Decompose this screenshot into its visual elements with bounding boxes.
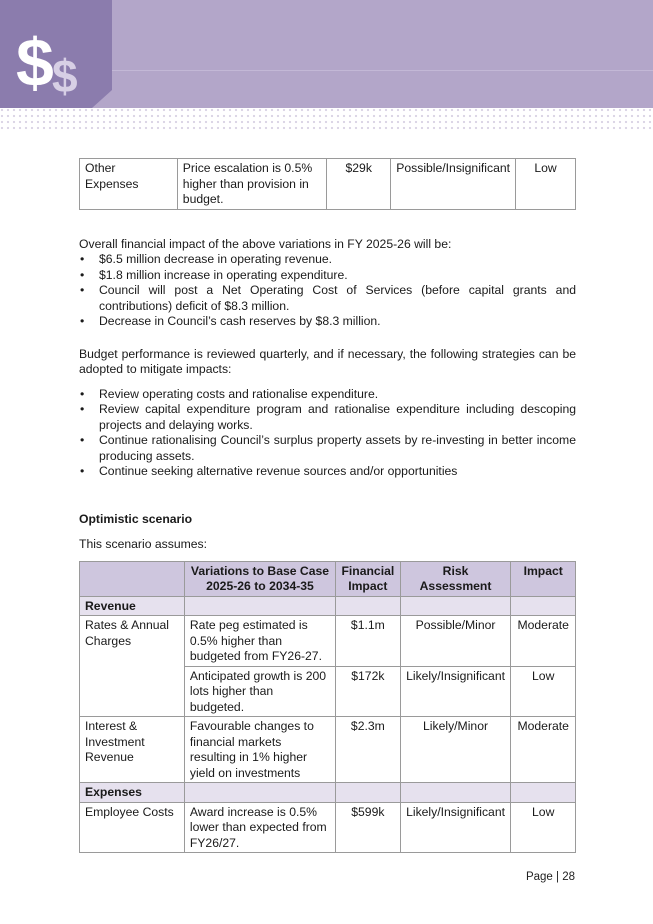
strategies-list bbox=[79, 387, 576, 480]
row-risk-assessment: Likely/Insignificant bbox=[400, 666, 511, 717]
list-item: • Review operating costs and rationalise expenditure. bbox=[79, 387, 576, 403]
section-label: Revenue bbox=[80, 596, 185, 616]
column-header: Variations to Base Case 2025-26 to 2034-35 bbox=[184, 561, 335, 596]
list-item: • $1.8 million increase in operating expenditure. bbox=[79, 268, 576, 284]
scenario-intro: This scenario assumes: bbox=[79, 537, 208, 551]
row-variation: Favourable changes to financial markets resulting in 1% higher yield on investments bbox=[184, 717, 335, 783]
row-financial-impact: $172k bbox=[336, 666, 401, 717]
table-row bbox=[80, 159, 576, 210]
table-row bbox=[80, 616, 576, 667]
page-number: Page | 28 bbox=[525, 871, 575, 883]
row-risk-assessment: Likely/Insignificant bbox=[400, 802, 511, 853]
row-financial-impact: $1.1m bbox=[336, 616, 401, 667]
row-financial-impact: $599k bbox=[336, 802, 401, 853]
table-header-row bbox=[80, 561, 576, 596]
svg-text:$: $ bbox=[52, 50, 78, 100]
table-row bbox=[80, 802, 576, 853]
page-content bbox=[79, 158, 576, 853]
column-header: Financial Impact bbox=[336, 561, 401, 596]
column-header bbox=[80, 561, 185, 596]
row-impact-level: Moderate bbox=[511, 717, 576, 783]
row-category: Other Expenses bbox=[80, 159, 178, 210]
list-item: • Council will post a Net Operating Cost of Services (before capital grants and contributions) deficit of $8.3 million. bbox=[79, 283, 576, 314]
row-variation: Anticipated growth is 200 lots higher than budgeted. bbox=[184, 666, 335, 717]
section-label: Expenses bbox=[80, 783, 185, 803]
list-item: • Decrease in Council’s cash reserves by $8.3 million. bbox=[79, 314, 576, 330]
row-impact-level: Low bbox=[511, 666, 576, 717]
header-banner bbox=[0, 0, 653, 130]
summary-intro: Overall financial impact of the above variations in FY 2025-26 will be: bbox=[79, 236, 452, 251]
optimistic-table bbox=[79, 561, 576, 854]
dollar-sign-icon bbox=[14, 20, 94, 100]
row-impact-level: Low bbox=[511, 802, 576, 853]
table-row bbox=[80, 717, 576, 783]
row-category: Interest & Investment Revenue bbox=[80, 717, 185, 783]
row-financial-impact: $2.3m bbox=[336, 717, 401, 783]
row-variation: Rate peg estimated is 0.5% higher than budgeted from FY26-27. bbox=[184, 616, 335, 667]
column-header: Risk Assessment bbox=[400, 561, 511, 596]
row-financial-impact: $29k bbox=[327, 159, 391, 210]
row-variation: Price escalation is 0.5% higher than provision in budget. bbox=[177, 159, 327, 210]
list-item: • Continue seeking alternative revenue sources and/or opportunities bbox=[79, 464, 576, 480]
row-category: Employee Costs bbox=[80, 802, 185, 853]
row-risk-assessment: Possible/Minor bbox=[400, 616, 511, 667]
svg-text:$: $ bbox=[16, 25, 54, 100]
section-heading: Optimistic scenario bbox=[79, 511, 193, 526]
column-header: Impact bbox=[511, 561, 576, 596]
row-risk-assessment: Possible/Insignificant bbox=[391, 159, 516, 210]
row-category: Rates & Annual Charges bbox=[80, 616, 185, 717]
section-row-revenue bbox=[80, 596, 576, 616]
list-item: • $6.5 million decrease in operating revenue. bbox=[79, 252, 576, 268]
section-row-expenses bbox=[80, 783, 576, 803]
row-risk-assessment: Likely/Minor bbox=[400, 717, 511, 783]
row-impact-level: Low bbox=[516, 159, 576, 210]
list-item: • Continue rationalising Council’s surplus property assets by re-investing in better income producing assets. bbox=[79, 433, 576, 464]
row-impact-level: Moderate bbox=[511, 616, 576, 667]
row-variation: Award increase is 0.5% lower than expected from FY26/27. bbox=[184, 802, 335, 853]
top-risk-table bbox=[79, 158, 576, 210]
strategies-intro: Budget performance is reviewed quarterly, and if necessary, the following strategies can be adopted to mitigate impacts: bbox=[79, 346, 576, 376]
summary-list bbox=[79, 252, 576, 330]
list-item: • Review capital expenditure program and rationalise expenditure including descoping projects and delaying works. bbox=[79, 402, 576, 433]
